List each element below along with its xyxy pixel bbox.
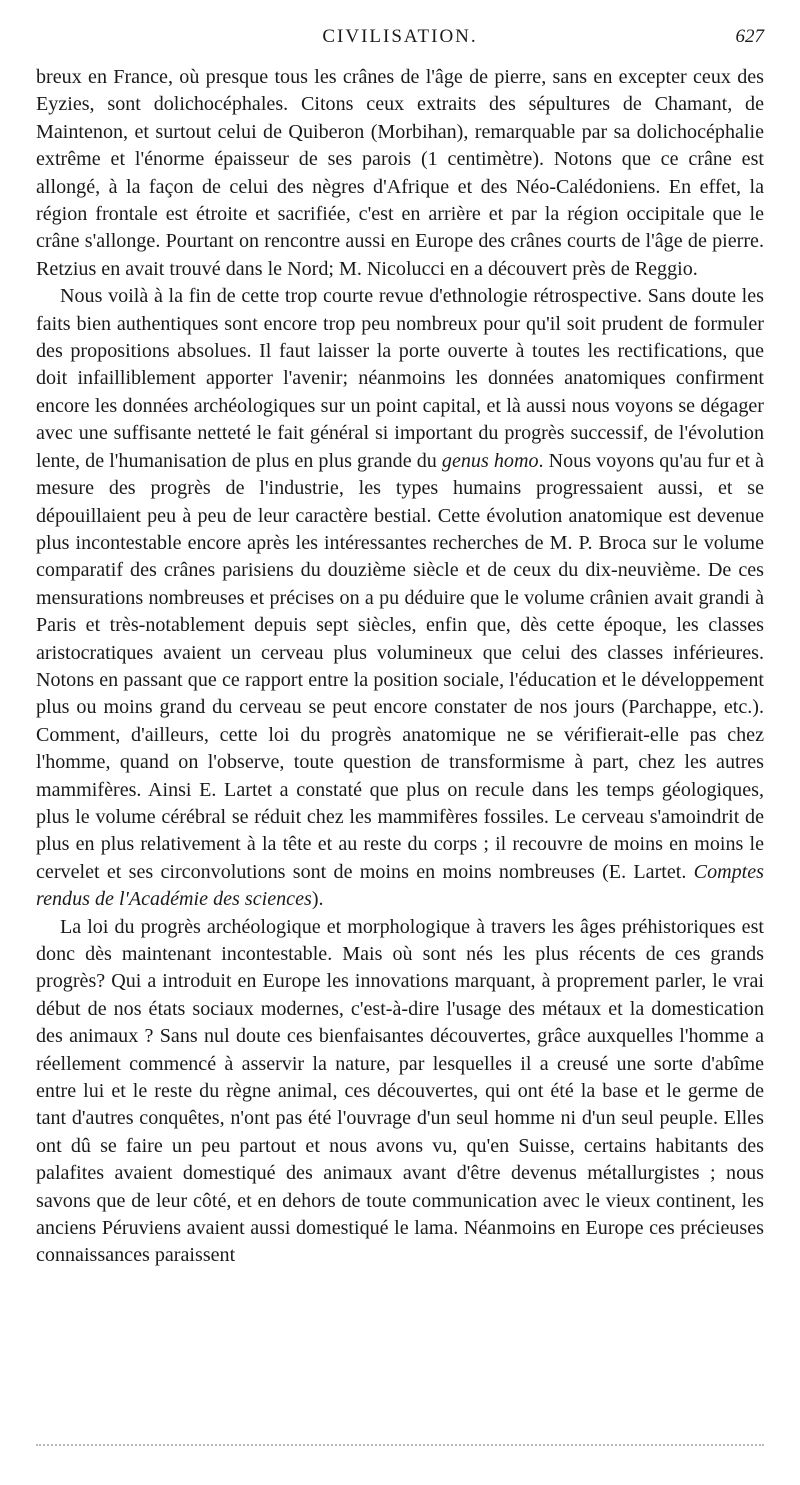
page-number: 627 (735, 26, 764, 47)
text-run: Nous voilà à la fin de cette trop courte revue d'ethnologie rétrospective. Sans doute les faits bien authentiques sont encore trop peu nombreux pour qu'il soit prudent de formuler des propositions absolues. Il faut laisser la porte ouverte à toutes les rectifications, que doit infailliblement apporter l'avenir; néanmoins les données anatomiques confirment encore les données archéologiques sur un point capital, et là aussi nous voyons se dégager avec une suffisante netteté le fait général si important du progrès successif, de l'évolution lente, de l'humanisation de plus en plus grande du (36, 285, 764, 472)
italic-text: Comptes rendus de l'Académie des sciences (36, 860, 764, 911)
text-run: breux en France, où presque tous les crânes de l'âge de pierre, sans en excepter ceux des Eyzies, sont dolichocéphales. Citons ceux extraits des sépultures de Chamant, de Maintenon, et surtout celui de Quiberon (Morbihan), remarquable par sa dolichocéphalie extrême et l'énorme épaisseur de ses parois (1 centimètre). Notons que ce crâne est allongé, à la façon de celui des nègres d'Afrique et des Néo-Calédoniens. En effet, la région frontale est étroite et sacrifiée, c'est en arrière et par la région occipitale que le crâne s'allonge. Pourtant on rencontre aussi en Europe des crânes courts de l'âge de pierre. Retzius en avait trouvé dans le Nord; M. Nicolucci en a découvert près de Reggio. (36, 66, 764, 280)
text-run: . Nous voyons qu'au fur et à mesure des progrès de l'industrie, les types humains progressaient aussi, et se dépouillaient peu à peu de leur caractère bestial. Cette évolution anatomique est devenue plus incontestable encore après les intéressantes recherches de M. P. Broca sur le volume comparatif des crânes parisiens du douzième siècle et de ceux du dix-neuvième. De ces mensurations nombreuses et précises on a pu déduire que le volume crânien avait grandi à Paris et très-notablement depuis sept siècles, enfin que, dès cette époque, les classes aristocratiques avaient un cerveau plus volumineux que celui des classes inférieures. Notons en passant que ce rapport entre la position sociale, l'éducation et le développement plus ou moins grand du cerveau se peut encore constater de nos jours (Parchappe, etc.). Comment, d'ailleurs, cette loi du progrès anatomique ne se vérifierait-elle pas chez l'homme, quand on l'observe, toute question de transformisme à part, chez les autres mammifères. Ainsi E. Lartet a constaté que plus on recule dans les temps géologiques, plus le volume cérébral se réduit chez les mammifères fossiles. Le cerveau s'amoindrit de plus en plus relativement à la tête et au reste du corps ; il recouvre de moins en moins le cervelet et ses circonvolutions sont de moins en moins nombreuses (E. Lartet. (36, 449, 764, 883)
italic-text: genus homo (441, 449, 539, 472)
book-page (36, 26, 764, 1270)
body-text (36, 64, 764, 1270)
paragraph-2 (36, 283, 764, 913)
text-run: La loi du progrès archéologique et morphologique à travers les âges préhistoriques est donc dès maintenant incontestable. Mais où sont nés les plus récents de ces grands progrès? Qui a introduit en Europe les innovations marquant, à proprement parler, le vrai début de nos états sociaux modernes, c'est-à-dire l'usage des métaux et la domestication des animaux ? Sans nul doute ces bienfaisantes découvertes, grâce auxquelles l'homme a réellement commencé à asservir la nature, par lesquelles il a creusé une sorte d'abîme entre lui et le reste du règne animal, ces découvertes, qui ont été la base et le germe de tant d'autres conquêtes, n'ont pas été l'ouvrage d'un seul homme ni d'un seul peuple. Elles ont dû se faire un peu partout et nous avons vu, qu'en Suisse, certains habitants des palafites avaient domestiqué des animaux avant d'être devenus métallurgistes ; nous savons que de leur côté, et en dehors de toute communication avec le vieux continent, les anciens Péruviens avaient aussi domestiqué le lama. Néanmoins en Europe ces précieuses connaissances paraissent (36, 915, 764, 1267)
text-run: ). (311, 888, 324, 911)
running-title: CIVILISATION. (322, 26, 478, 47)
paragraph-3 (36, 914, 764, 1270)
paragraph-1 (36, 64, 764, 283)
running-header (36, 26, 764, 52)
footer-rule (36, 1444, 764, 1446)
